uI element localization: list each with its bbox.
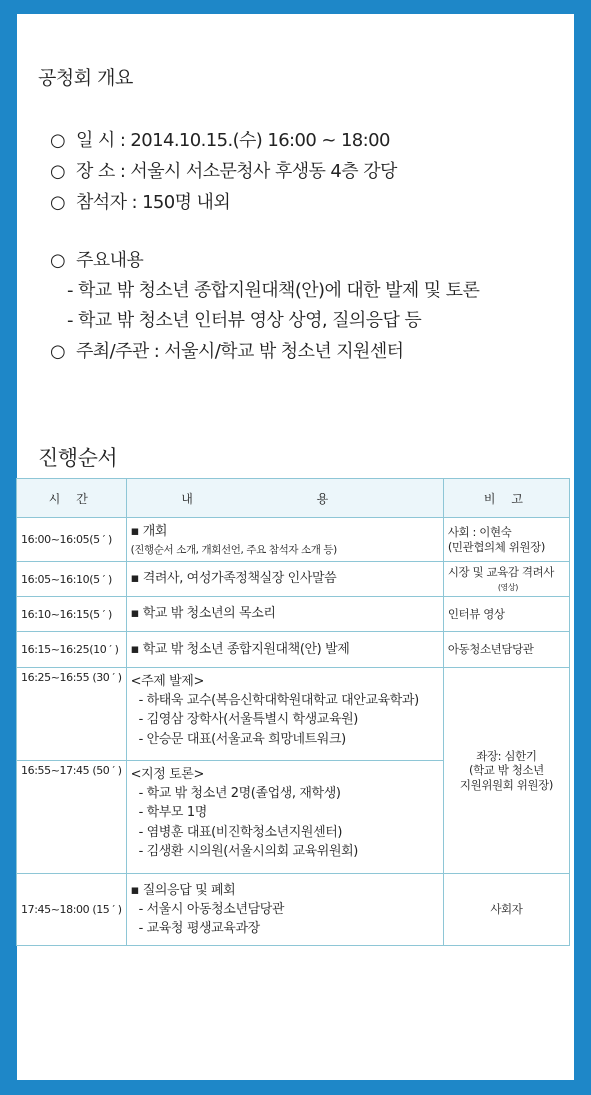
row-time: 16:05~16:10(5 ′ ) bbox=[17, 562, 127, 597]
row-time: 16:55~17:45 (50 ′ ) bbox=[17, 761, 127, 874]
document-card bbox=[17, 14, 574, 1080]
circle-bullet-icon: ○ bbox=[50, 130, 66, 151]
table-row bbox=[17, 632, 570, 668]
row-item: - 김영삼 장학사(서울특별시 학생교육원) bbox=[138, 712, 358, 728]
row-note: 좌장: 심한기 (학교 밖 청소년 지원위원회 위원장) bbox=[443, 668, 569, 874]
overview-line-main: ○ 주요내용 bbox=[50, 250, 144, 271]
row-head: <지정 토론> bbox=[130, 767, 204, 782]
row-time: 17:45~18:00 (15 ′ ) bbox=[17, 874, 127, 946]
header-content: 내 용 bbox=[126, 479, 443, 518]
main-item: - 학교 밖 청소년 인터뷰 영상 상영, 질의응답 등 bbox=[67, 310, 422, 331]
header-note: 비 고 bbox=[443, 479, 569, 518]
table-header-row bbox=[17, 479, 570, 518]
overview-line-place: ○ 장 소 : 서울시 서소문청사 후생동 4층 강당 bbox=[50, 161, 397, 182]
row-note: 사회 : 이현숙 (민관협의체 위원장) bbox=[443, 518, 569, 562]
row-head: <주제 발제> bbox=[130, 674, 204, 689]
table-row bbox=[17, 562, 570, 597]
row-note: 사회자 bbox=[443, 874, 569, 946]
header-time: 시 간 bbox=[17, 479, 127, 518]
table-row bbox=[17, 668, 570, 761]
row-time: 16:25~16:55 (30 ′ ) bbox=[17, 668, 127, 761]
main-item: - 학교 밖 청소년 종합지원대책(안)에 대한 발제 및 토론 bbox=[67, 280, 480, 301]
row-time: 16:15~16:25(10 ′ ) bbox=[17, 632, 127, 668]
overview-line-host: ○ 주최/주관 : 서울시/학교 밖 청소년 지원센터 bbox=[50, 341, 404, 362]
row-content bbox=[126, 761, 443, 874]
schedule-title: 진행순서 bbox=[38, 446, 118, 470]
row-head: ▪ 학교 밖 청소년의 목소리 bbox=[130, 606, 276, 622]
row-item: - 안승문 대표(서울교육 희망네트워크) bbox=[138, 731, 346, 747]
row-head: ▪ 질의응답 및 폐회 bbox=[130, 882, 236, 898]
row-content bbox=[126, 562, 443, 597]
row-content bbox=[126, 668, 443, 761]
row-head: ▪ 개회 bbox=[130, 524, 168, 540]
circle-bullet-icon: ○ bbox=[50, 192, 66, 213]
row-item: - 김생환 시의원(서울시의회 교육위원회) bbox=[138, 843, 358, 859]
row-note: 인터뷰 영상 bbox=[443, 597, 569, 632]
overview-line-date: ○ 일 시 : 2014.10.15.(수) 16:00 ~ 18:00 bbox=[50, 130, 390, 151]
row-item: - 학부모 1명 bbox=[138, 805, 207, 821]
row-detail: (진행순서 소개, 개회선언, 주요 참석자 소개 등) bbox=[130, 543, 337, 556]
row-content bbox=[126, 518, 443, 562]
row-item: - 염병훈 대표(비진학청소년지원센터) bbox=[138, 824, 343, 840]
row-item: - 하태욱 교수(복음신학대학원대학교 대안교육학과) bbox=[138, 693, 419, 709]
row-note: 아동청소년담당관 bbox=[443, 632, 569, 668]
row-note: 시장 및 교육감 격려사 (영상) bbox=[443, 562, 569, 597]
schedule-table bbox=[16, 478, 570, 946]
row-content bbox=[126, 874, 443, 946]
row-content bbox=[126, 632, 443, 668]
circle-bullet-icon: ○ bbox=[50, 161, 66, 182]
row-head: ▪ 학교 밖 청소년 종합지원대책(안) 발제 bbox=[130, 641, 350, 657]
row-time: 16:00~16:05(5 ′ ) bbox=[17, 518, 127, 562]
circle-bullet-icon: ○ bbox=[50, 341, 66, 362]
row-content bbox=[126, 597, 443, 632]
row-item: - 교육청 평생교육과장 bbox=[138, 921, 260, 937]
overview-title: 공청회 개요 bbox=[38, 67, 133, 89]
overview-line-attendees: ○ 참석자 : 150명 내외 bbox=[50, 192, 231, 213]
table-row bbox=[17, 597, 570, 632]
table-row bbox=[17, 874, 570, 946]
circle-bullet-icon: ○ bbox=[50, 250, 66, 271]
row-item: - 서울시 아동청소년담당관 bbox=[138, 901, 285, 917]
row-time: 16:10~16:15(5 ′ ) bbox=[17, 597, 127, 632]
row-head: ▪ 격려사, 여성가족정책실장 인사말씀 bbox=[130, 571, 337, 587]
row-item: - 학교 밖 청소년 2명(졸업생, 재학생) bbox=[138, 786, 341, 802]
table-row bbox=[17, 518, 570, 562]
